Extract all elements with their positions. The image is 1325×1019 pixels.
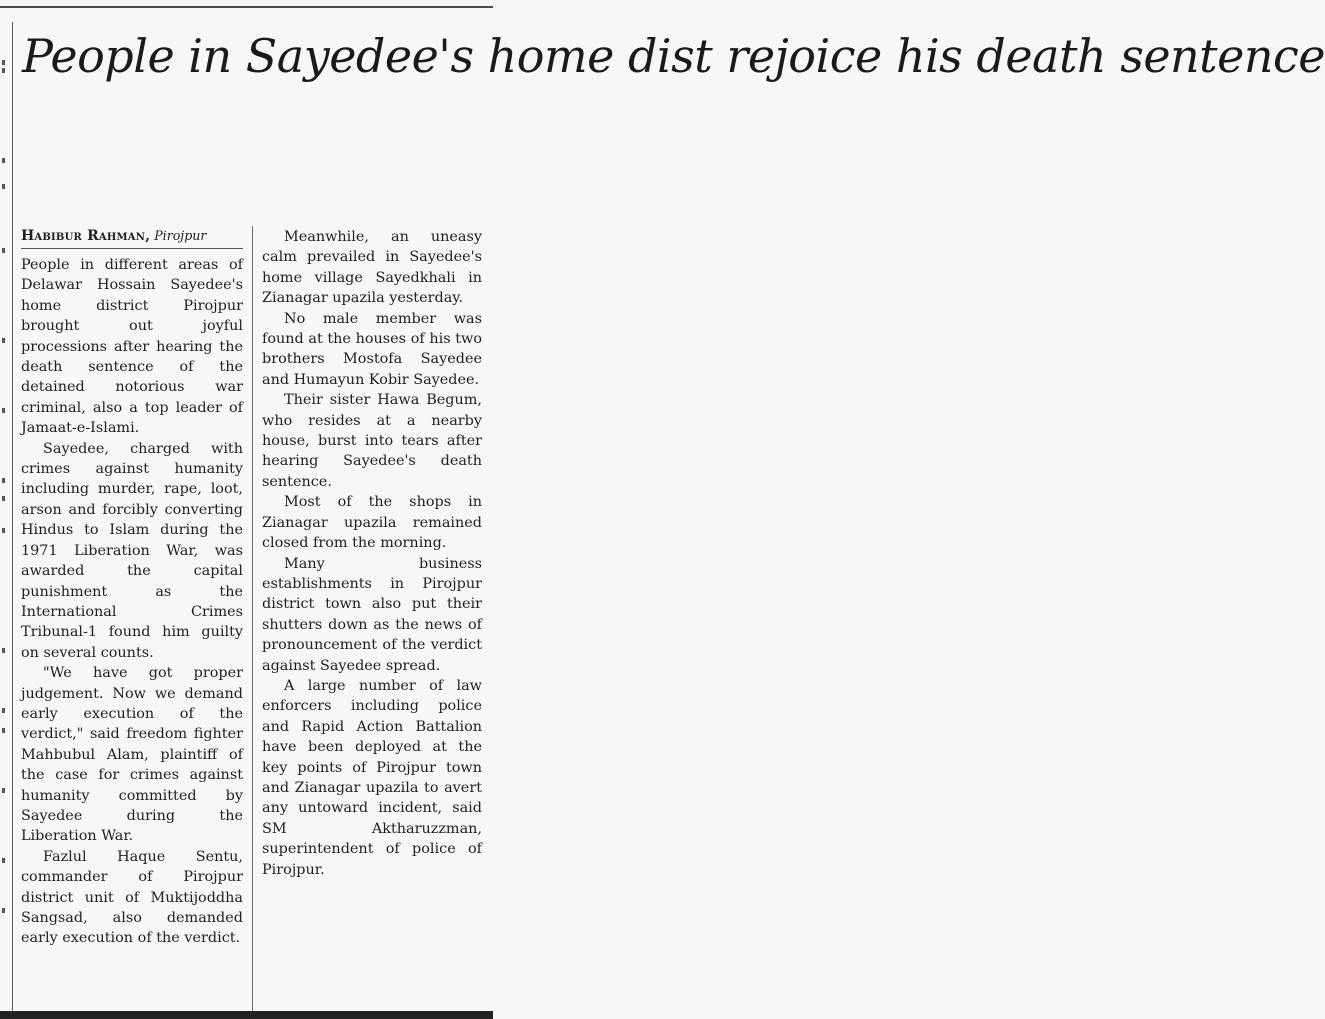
paragraph: "We have got proper judgement. Now we demand early execution of the verdict," said freedom fighter Mahbubul Alam, plaintiff of the case for crimes against humanity committed by Sayedee during the Liberation War.: [21, 665, 243, 845]
adjacent-text-fragment: [2, 728, 5, 733]
column-divider: [252, 226, 253, 1011]
paragraph: Fazlul Haque Sentu, commander of Pirojpur district unit of Muktijoddha Sangsad, also demanded early execution of the verdict.: [21, 848, 243, 947]
paragraph: Their sister Hawa Begum, who resides at a nearby house, burst into tears after hearing Sayedee's death sentence.: [262, 392, 482, 490]
article-right-column: [262, 227, 482, 880]
article-left-column: [21, 226, 243, 949]
adjacent-text-fragment: [2, 858, 5, 863]
paragraph: People in different areas of Delawar Hossain Sayedee's home district Pirojpur brought out joyful processions after hearing the death sentence of the detained notorious war criminal, also a top leader of Jamaat-e-Islami.: [21, 257, 243, 437]
byline: [21, 226, 243, 249]
adjacent-text-fragment: [2, 60, 5, 65]
top-rule: [0, 6, 493, 8]
adjacent-column-edge: [0, 8, 10, 1011]
adjacent-text-fragment: [2, 248, 5, 253]
left-column-rule: [12, 22, 13, 1011]
adjacent-text-fragment: [2, 158, 5, 163]
adjacent-text-fragment: [2, 908, 5, 913]
paragraph: Meanwhile, an uneasy calm prevailed in Sayedee's home village Sayedkhali in Zianagar upazila yesterday.: [262, 229, 482, 307]
adjacent-text-fragment: [2, 68, 5, 73]
adjacent-text-fragment: [2, 708, 5, 713]
adjacent-text-fragment: [2, 338, 5, 343]
byline-author: Habibur Rahman,: [21, 228, 151, 244]
paragraph: A large number of law enforcers including police and Rapid Action Battalion have been deployed at the key points of Pirojpur town and Zianagar upazila to avert any untoward incident, said SM Aktharuzzman, superintendent of police of Pirojpur.: [262, 677, 482, 878]
adjacent-text-fragment: [2, 408, 5, 413]
adjacent-text-fragment: [2, 496, 5, 501]
adjacent-text-fragment: [2, 788, 5, 793]
adjacent-text-fragment: [2, 184, 5, 189]
adjacent-text-fragment: [2, 528, 5, 533]
headline: People in Sayedee's home dist rejoice his death sentence: [22, 29, 1325, 83]
paragraph: Most of the shops in Zianagar upazila remained closed from the morning.: [262, 494, 482, 552]
paragraph: Sayedee, charged with crimes against humanity including murder, rape, loot, arson and forcibly converting Hindus to Islam during the 1971 Liberation War, was awarded the capital punishment as the International Crimes Tribunal-1 found him guilty on several counts.: [21, 440, 243, 661]
paragraph: No male member was found at the houses of his two brothers Mostofa Sayedee and Humayun Kobir Sayedee.: [262, 310, 482, 388]
adjacent-text-fragment: [2, 648, 5, 653]
paragraph: Many business establishments in Pirojpur district town also put their shutters down as the news of pronouncement of the verdict against Sayedee spread.: [262, 555, 482, 674]
byline-location: Pirojpur: [154, 228, 207, 243]
adjacent-text-fragment: [2, 478, 5, 483]
bottom-rule: [0, 1011, 493, 1019]
